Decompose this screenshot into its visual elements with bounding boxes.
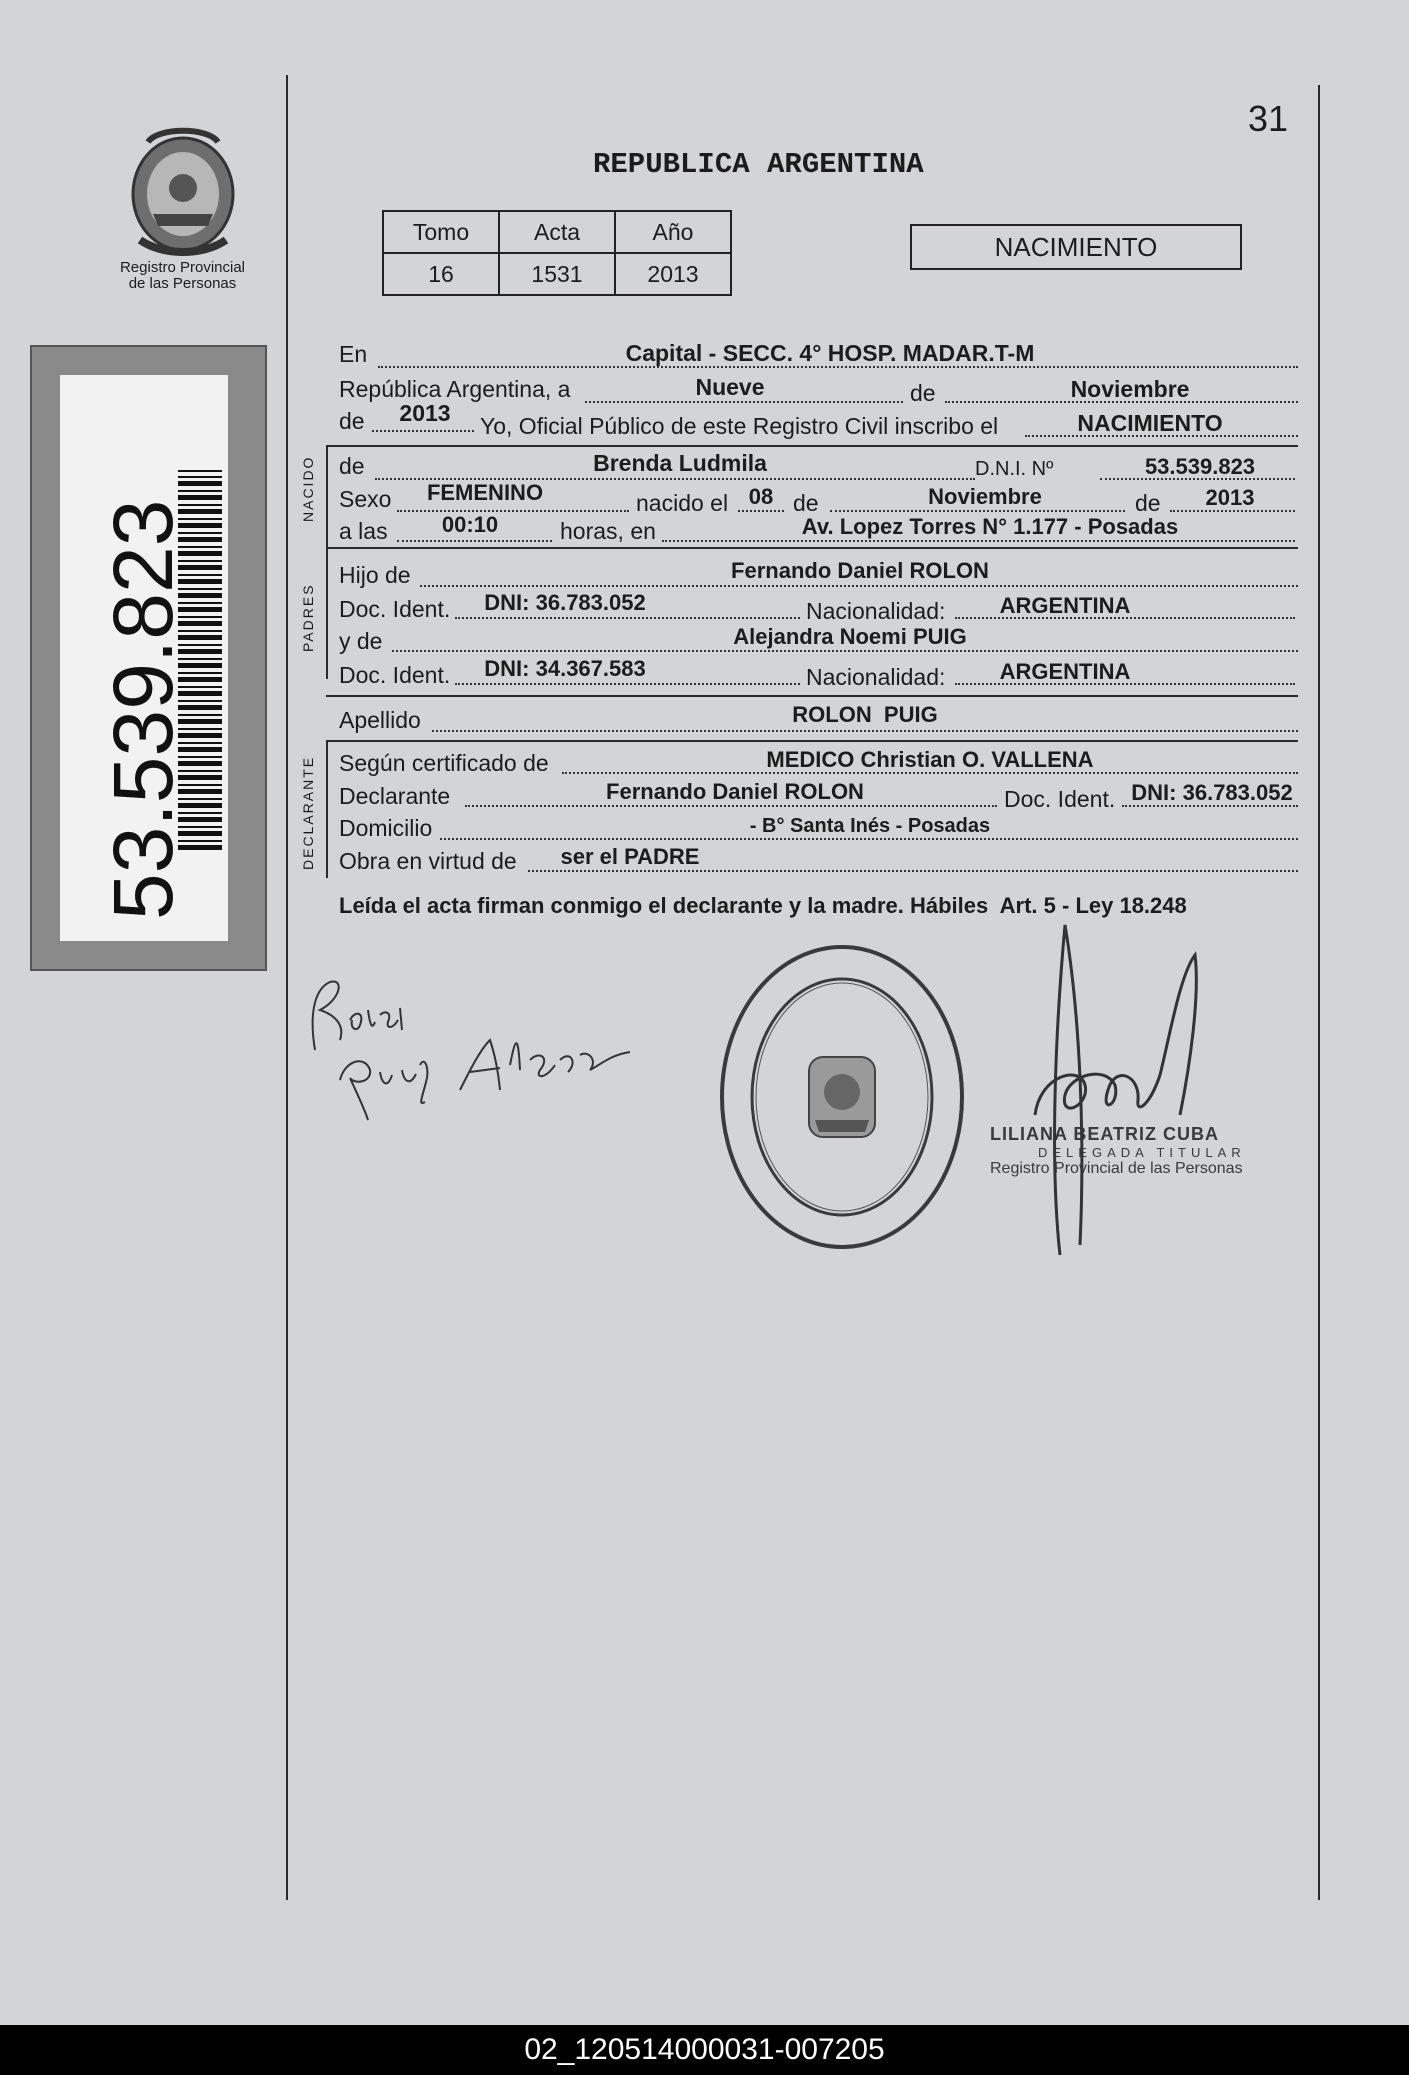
label-yo-oficial: Yo, Oficial Público de este Registro Civil inscribo el <box>480 413 999 439</box>
official-role: DELEGADA TITULAR <box>1038 1145 1246 1160</box>
dots-surname <box>432 730 1298 732</box>
value-address: - B° Santa Inés - Posadas <box>749 815 991 837</box>
value-mother-name: Alejandra Noemi PUIG <box>733 624 967 649</box>
section-label-padres: PADRES <box>300 583 316 652</box>
separator-3 <box>326 695 1298 697</box>
dots-birth-place <box>662 540 1295 542</box>
seal-caption-line1: Registro Provincial <box>119 259 246 276</box>
anio-header: Año <box>615 211 731 253</box>
official-office: Registro Provincial de las Personas <box>990 1160 1243 1177</box>
value-birth-day: 08 <box>748 484 774 509</box>
value-certificate: MEDICO Christian O. VALLENA <box>766 747 1094 772</box>
label-doc-ident-mother: Doc. Ident. <box>339 662 451 688</box>
nacido-bracket <box>326 445 328 547</box>
value-record-kind: NACIMIENTO <box>1077 410 1223 436</box>
label-sexo: Sexo <box>339 486 392 512</box>
official-signature <box>1020 915 1220 1275</box>
value-surname: ROLON PUIG <box>792 702 938 727</box>
dots-birth-day <box>738 510 784 512</box>
dots-day <box>585 401 903 403</box>
section-label-declarante: DECLARANTE <box>300 755 316 870</box>
official-name: LILIANA BEATRIZ CUBA <box>990 1124 1219 1144</box>
value-child-name: Brenda Ludmila <box>593 450 767 476</box>
dots-father-name <box>420 585 1298 587</box>
right-margin-line <box>1318 85 1320 1900</box>
dots-birth-time <box>397 540 552 542</box>
label-segun-certificado: Según certificado de <box>339 750 549 776</box>
coat-of-arms-icon <box>118 122 248 260</box>
value-year: 2013 <box>399 400 451 426</box>
label-nacionalidad-father: Nacionalidad: <box>806 598 946 624</box>
label-apellido: Apellido <box>339 707 421 733</box>
dots-capacity <box>528 870 1298 872</box>
registry-stamp <box>717 942 967 1252</box>
label-y-de: y de <box>339 628 383 654</box>
label-de-year: de <box>339 408 365 434</box>
footer-code: 02_120514000031-007205 <box>0 2025 1409 2075</box>
value-birth-year: 2013 <box>1205 485 1255 510</box>
dots-birth-month <box>830 510 1125 512</box>
tomo-header: Tomo <box>383 211 499 253</box>
id-strip <box>30 345 267 971</box>
page-number: 31 <box>1248 98 1289 139</box>
value-mother-nationality: ARGENTINA <box>999 659 1131 684</box>
value-mother-doc: DNI: 34.367.583 <box>484 656 646 681</box>
dots-mother-name <box>392 650 1298 652</box>
separator-1 <box>326 445 1298 447</box>
label-nacido-el: nacido el <box>636 490 729 516</box>
label-de-birth-year: de <box>1135 490 1161 516</box>
value-month: Noviembre <box>1070 376 1190 402</box>
id-strip-inner <box>60 375 228 941</box>
value-declarant-doc: DNI: 36.783.052 <box>1131 780 1293 805</box>
dots-father-doc <box>455 617 800 619</box>
label-doc-ident-declarant: Doc. Ident. <box>1004 786 1116 812</box>
value-birth-month: Noviembre <box>928 484 1042 509</box>
acta-header: Acta <box>499 211 615 253</box>
record-type-box: NACIMIENTO <box>910 224 1242 270</box>
left-margin-line <box>286 75 288 1900</box>
label-domicilio: Domicilio <box>339 815 433 841</box>
dots-mother-doc <box>455 683 800 685</box>
seal-caption-line2: de las Personas <box>128 275 237 292</box>
country-title: REPUBLICA ARGENTINA <box>593 148 924 181</box>
closing-text: Leída el acta firman conmigo el declarante y la madre. Hábiles Art. 5 - Ley 18.248 <box>339 893 1187 918</box>
tomo-value: 16 <box>383 253 499 295</box>
label-declarante: Declarante <box>339 783 451 809</box>
label-obra-en-virtud: Obra en virtud de <box>339 848 517 874</box>
label-nacionalidad-mother: Nacionalidad: <box>806 664 946 690</box>
signature-puig <box>330 1010 660 1130</box>
value-declarant: Fernando Daniel ROLON <box>606 779 864 804</box>
dots-address <box>440 838 1298 840</box>
value-place: Capital - SECC. 4° HOSP. MADAR.T-M <box>625 340 1035 366</box>
value-capacity: ser el PADRE <box>560 844 700 869</box>
value-birth-time: 00:10 <box>441 512 499 537</box>
value-birth-place: Av. Lopez Torres N° 1.177 - Posadas <box>801 514 1179 539</box>
section-label-nacido: NACIDO <box>300 455 316 522</box>
province-seal <box>118 122 248 260</box>
label-a-las: a las <box>339 518 388 544</box>
label-hijo-de: Hijo de <box>339 562 411 588</box>
separator-4 <box>326 740 1298 742</box>
acta-value: 1531 <box>499 253 615 295</box>
dots-declarant <box>465 805 997 807</box>
registry-table <box>382 210 732 296</box>
label-de-name: de <box>339 453 365 479</box>
dots-year <box>372 430 474 432</box>
label-en: En <box>339 341 368 367</box>
label-dni: D.N.I. Nº <box>975 458 1054 480</box>
value-sex: FEMENINO <box>426 480 544 505</box>
dni-vertical: 53.539.823 <box>96 499 190 920</box>
declarante-bracket <box>326 740 328 878</box>
label-republica: República Argentina, a <box>339 376 571 402</box>
anio-value: 2013 <box>615 253 731 295</box>
value-father-doc: DNI: 36.783.052 <box>484 590 646 615</box>
value-day-words: Nueve <box>695 374 765 400</box>
label-de-birth-month: de <box>793 490 819 516</box>
padres-bracket <box>326 547 328 679</box>
value-child-dni: 53.539.823 <box>1144 454 1256 479</box>
label-de-month: de <box>910 380 936 406</box>
value-father-name: Fernando Daniel ROLON <box>731 558 989 583</box>
seal-caption <box>100 260 265 292</box>
label-doc-ident-father: Doc. Ident. <box>339 596 451 622</box>
separator-2 <box>326 547 1298 549</box>
label-horas-en: horas, en <box>560 518 656 544</box>
value-father-nationality: ARGENTINA <box>999 593 1131 618</box>
